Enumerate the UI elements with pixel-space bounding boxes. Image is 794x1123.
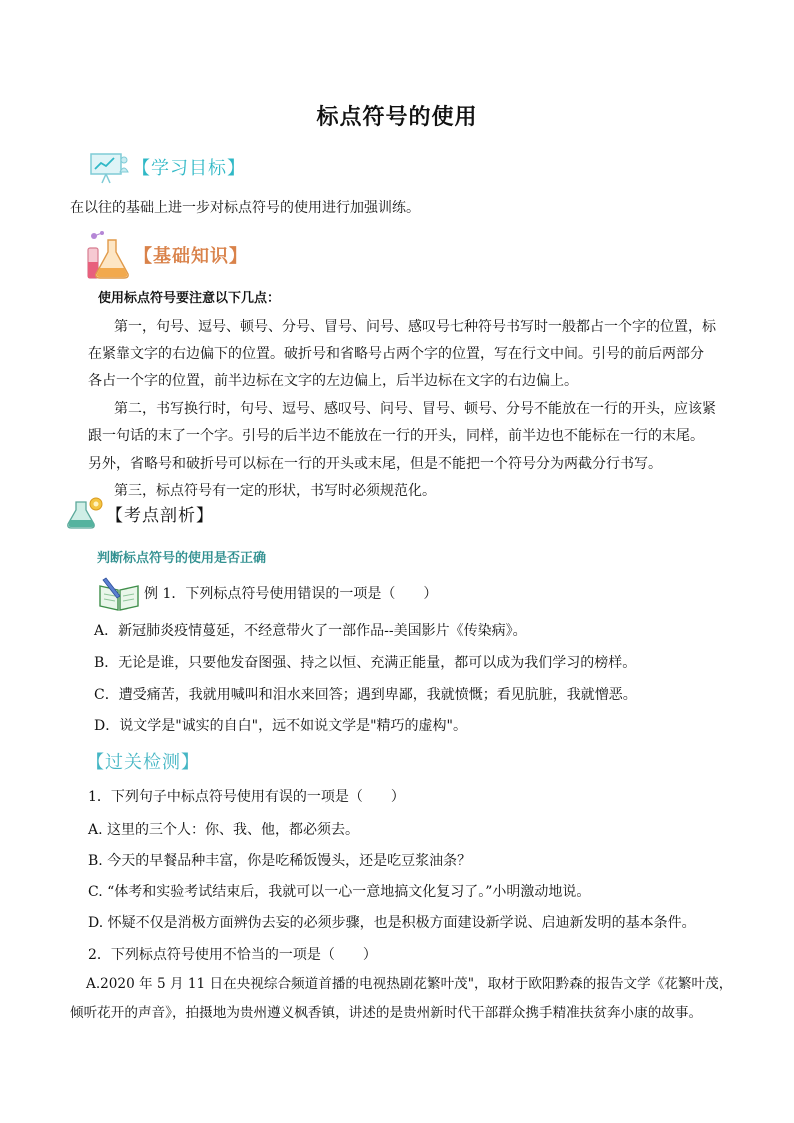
example-1-option-b: B．无论是谁，只要他发奋图强、持之以恒、充满正能量，都可以成为我们学习的榜样。 <box>94 655 637 671</box>
basics-line: 跟一句话的末了一个字。引号的后半边不能放在一行的开头，同样，前半边也不能标在一行的末尾。 <box>88 428 704 444</box>
learning-goals-text: 在以往的基础上进一步对标点符号的使用进行加强训练。 <box>70 200 420 216</box>
basics-line: 第二，书写换行时，句号、逗号、感叹号、问号、冒号、顿号、分号不能放在一行的开头，应该紧 <box>114 401 716 417</box>
check-q1-question: 1．下列句子中标点符号使用有误的一项是（ ） <box>88 789 405 805</box>
example-1-label: 例 1． <box>144 586 186 602</box>
analysis-header <box>66 496 214 530</box>
learning-goals-heading: 【学习目标】 <box>132 158 246 179</box>
check-q1-option-b: B. 今天的早餐品种丰富，你是吃稀饭馒头，还是吃豆浆油条？ <box>88 853 472 869</box>
check-q2-option-a-line: 倾听花开的声音》，拍摄地为贵州遵义枫香镇，讲述的是贵州新时代干部群众携手精准扶贫奔小康的故事。 <box>70 1005 703 1021</box>
example-1-option-d: D．说文学是"诚实的自白"，远不如说文学是"精巧的虚构"。 <box>94 718 467 734</box>
check-q2-option-a-line: A.2020 年 5 月 11 日在央视综合频道首播的电视热剧花繁叶茂"，取材于欧阳黔森的报告文学《花繁叶茂， <box>86 976 733 992</box>
presentation-board-icon <box>88 150 132 184</box>
open-book-pen-icon <box>98 576 142 612</box>
check-q1-option-a: A. 这里的三个人：你、我、他，都必须去。 <box>88 822 360 838</box>
example-1-header <box>98 576 437 612</box>
basics-line: 各占一个字的位置，前半边标在文字的左边偏上，后半边标在文字的右边偏上。 <box>88 373 578 389</box>
example-1-question: 下列标点符号使用错误的一项是（ ） <box>185 586 438 602</box>
check-q1-option-d: D. 怀疑不仅是消极方面辨伪去妄的必须步骤，也是积极方面建设新学说、启迪新发明的基本条件。 <box>88 915 696 931</box>
basics-line: 在紧靠文字的右边偏下的位置。破折号和省略号占两个字的位置，写在行文中间。引号的前后两部分 <box>88 346 704 362</box>
learning-goals-header <box>88 150 246 184</box>
beaker-icon <box>66 496 106 530</box>
basics-heading: 【基础知识】 <box>134 246 248 267</box>
check-q1-option-c: C. “体考和实验考试结束后，我就可以一心一意地搞文化复习了。”小明激动地说。 <box>88 884 591 900</box>
basics-intro: 使用标点符号要注意以下几点： <box>98 291 281 306</box>
check-header <box>86 748 200 774</box>
page-title: 标点符号的使用 <box>316 105 478 130</box>
check-q2-question: 2．下列标点符号使用不恰当的一项是（ ） <box>88 947 377 963</box>
analysis-heading: 【考点剖析】 <box>106 505 214 526</box>
flask-icon <box>86 230 134 280</box>
basics-line: 另外，省略号和破折号可以标在一行的开头或末尾，但是不能把一个符号分为两截分行书写。 <box>88 456 662 472</box>
example-1-option-c: C．遭受痛苦，我就用喊叫和泪水来回答；遇到卑鄙，我就愤慨；看见肮脏，我就憎恶。 <box>94 687 637 703</box>
basics-line: 第一，句号、逗号、顿号、分号、冒号、问号、感叹号七种符号书写时一般都占一个字的位置，标 <box>114 319 716 335</box>
example-1-option-a: A．新冠肺炎疫情蔓延，不经意带火了一部作品--美国影片《传染病》。 <box>94 623 527 639</box>
basics-line: 第三，标点符号有一定的形状，书写时必须规范化。 <box>114 483 436 499</box>
check-heading: 【过关检测】 <box>86 752 200 773</box>
basics-header <box>86 230 248 280</box>
analysis-subheading: 判断标点符号的使用是否正确 <box>97 551 267 566</box>
